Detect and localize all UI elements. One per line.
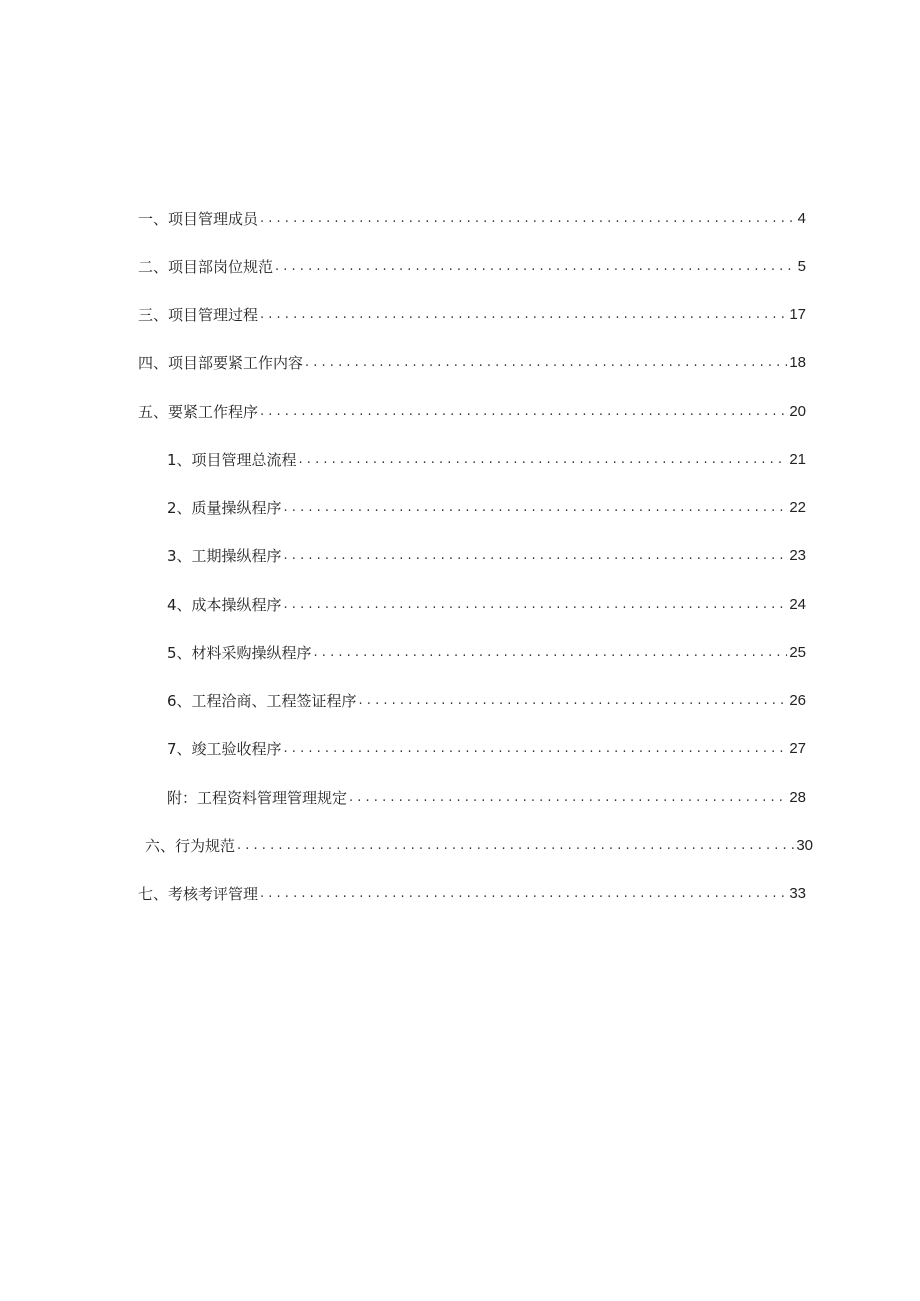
- toc-entry[interactable]: [138, 208, 806, 230]
- toc-subentry[interactable]: [167, 594, 806, 616]
- toc-entry-label: 4、成本操纵程序: [167, 596, 282, 614]
- toc-entry[interactable]: [138, 401, 806, 423]
- toc-entry[interactable]: [138, 352, 806, 374]
- toc-subentry[interactable]: [167, 642, 806, 664]
- dot-leader: [237, 835, 794, 857]
- toc-entry[interactable]: [138, 883, 806, 905]
- toc-entry-page-number: 5: [797, 258, 806, 275]
- toc-subentry[interactable]: [167, 497, 806, 519]
- toc-entry-label: 7、竣工验收程序: [167, 740, 282, 758]
- toc-subentry[interactable]: [167, 787, 806, 809]
- toc-entry-label: 3、工期操纵程序: [167, 547, 282, 565]
- dot-leader: [260, 401, 787, 423]
- toc-entry-label: 七、考核考评管理: [138, 885, 259, 903]
- dot-leader: [284, 594, 788, 616]
- dot-leader: [260, 304, 787, 326]
- toc-entry-page-number: 27: [789, 740, 806, 757]
- toc-entry-page-number: 20: [789, 403, 806, 420]
- toc-entry-page-number: 18: [789, 354, 806, 371]
- dot-leader: [284, 497, 788, 519]
- dot-leader: [284, 738, 788, 760]
- toc-entry-page-number: 26: [789, 692, 806, 709]
- toc-entry-label: 2、质量操纵程序: [167, 499, 282, 517]
- toc-subentry[interactable]: [167, 738, 806, 760]
- toc-entry-page-number: 23: [789, 547, 806, 564]
- toc-subentry[interactable]: [167, 449, 806, 471]
- toc-entry-page-number: 17: [789, 306, 806, 323]
- toc-entry-page-number: 25: [789, 644, 806, 661]
- toc-entry-page-number: 24: [789, 596, 806, 613]
- toc-entry-page-number: 22: [789, 499, 806, 516]
- toc-entry[interactable]: [138, 256, 806, 278]
- toc-entry-label: 附：工程资料管理管理规定: [167, 789, 348, 807]
- dot-leader: [284, 545, 788, 567]
- dot-leader: [314, 642, 788, 664]
- dot-leader: [359, 690, 788, 712]
- dot-leader: [260, 208, 796, 230]
- dot-leader: [299, 449, 788, 471]
- toc-entry[interactable]: [138, 304, 806, 326]
- dot-leader: [260, 883, 787, 905]
- dot-leader: [349, 787, 787, 809]
- toc-entry-label: 六、行为规范: [145, 837, 236, 855]
- toc-subentry[interactable]: [167, 545, 806, 567]
- toc-entry[interactable]: [145, 835, 813, 857]
- toc-entry-label: 二、项目部岗位规范: [138, 258, 274, 276]
- toc-entry-page-number: 4: [797, 210, 806, 227]
- toc-entry-label: 1、项目管理总流程: [167, 451, 297, 469]
- toc-entry-label: 一、项目管理成员: [138, 210, 259, 228]
- toc-entry-label: 5、材料采购操纵程序: [167, 644, 312, 662]
- toc-entry-label: 6、工程洽商、工程签证程序: [167, 692, 357, 710]
- toc-entry-page-number: 30: [796, 837, 813, 854]
- dot-leader: [305, 352, 787, 374]
- toc-entry-label: 四、项目部要紧工作内容: [138, 354, 304, 372]
- toc-entry-page-number: 28: [789, 789, 806, 806]
- toc-entry-page-number: 21: [789, 451, 806, 468]
- dot-leader: [275, 256, 796, 278]
- toc-subentry[interactable]: [167, 690, 806, 712]
- toc-entry-label: 五、要紧工作程序: [138, 403, 259, 421]
- toc-entry-page-number: 33: [789, 885, 806, 902]
- toc-entry-label: 三、项目管理过程: [138, 306, 259, 324]
